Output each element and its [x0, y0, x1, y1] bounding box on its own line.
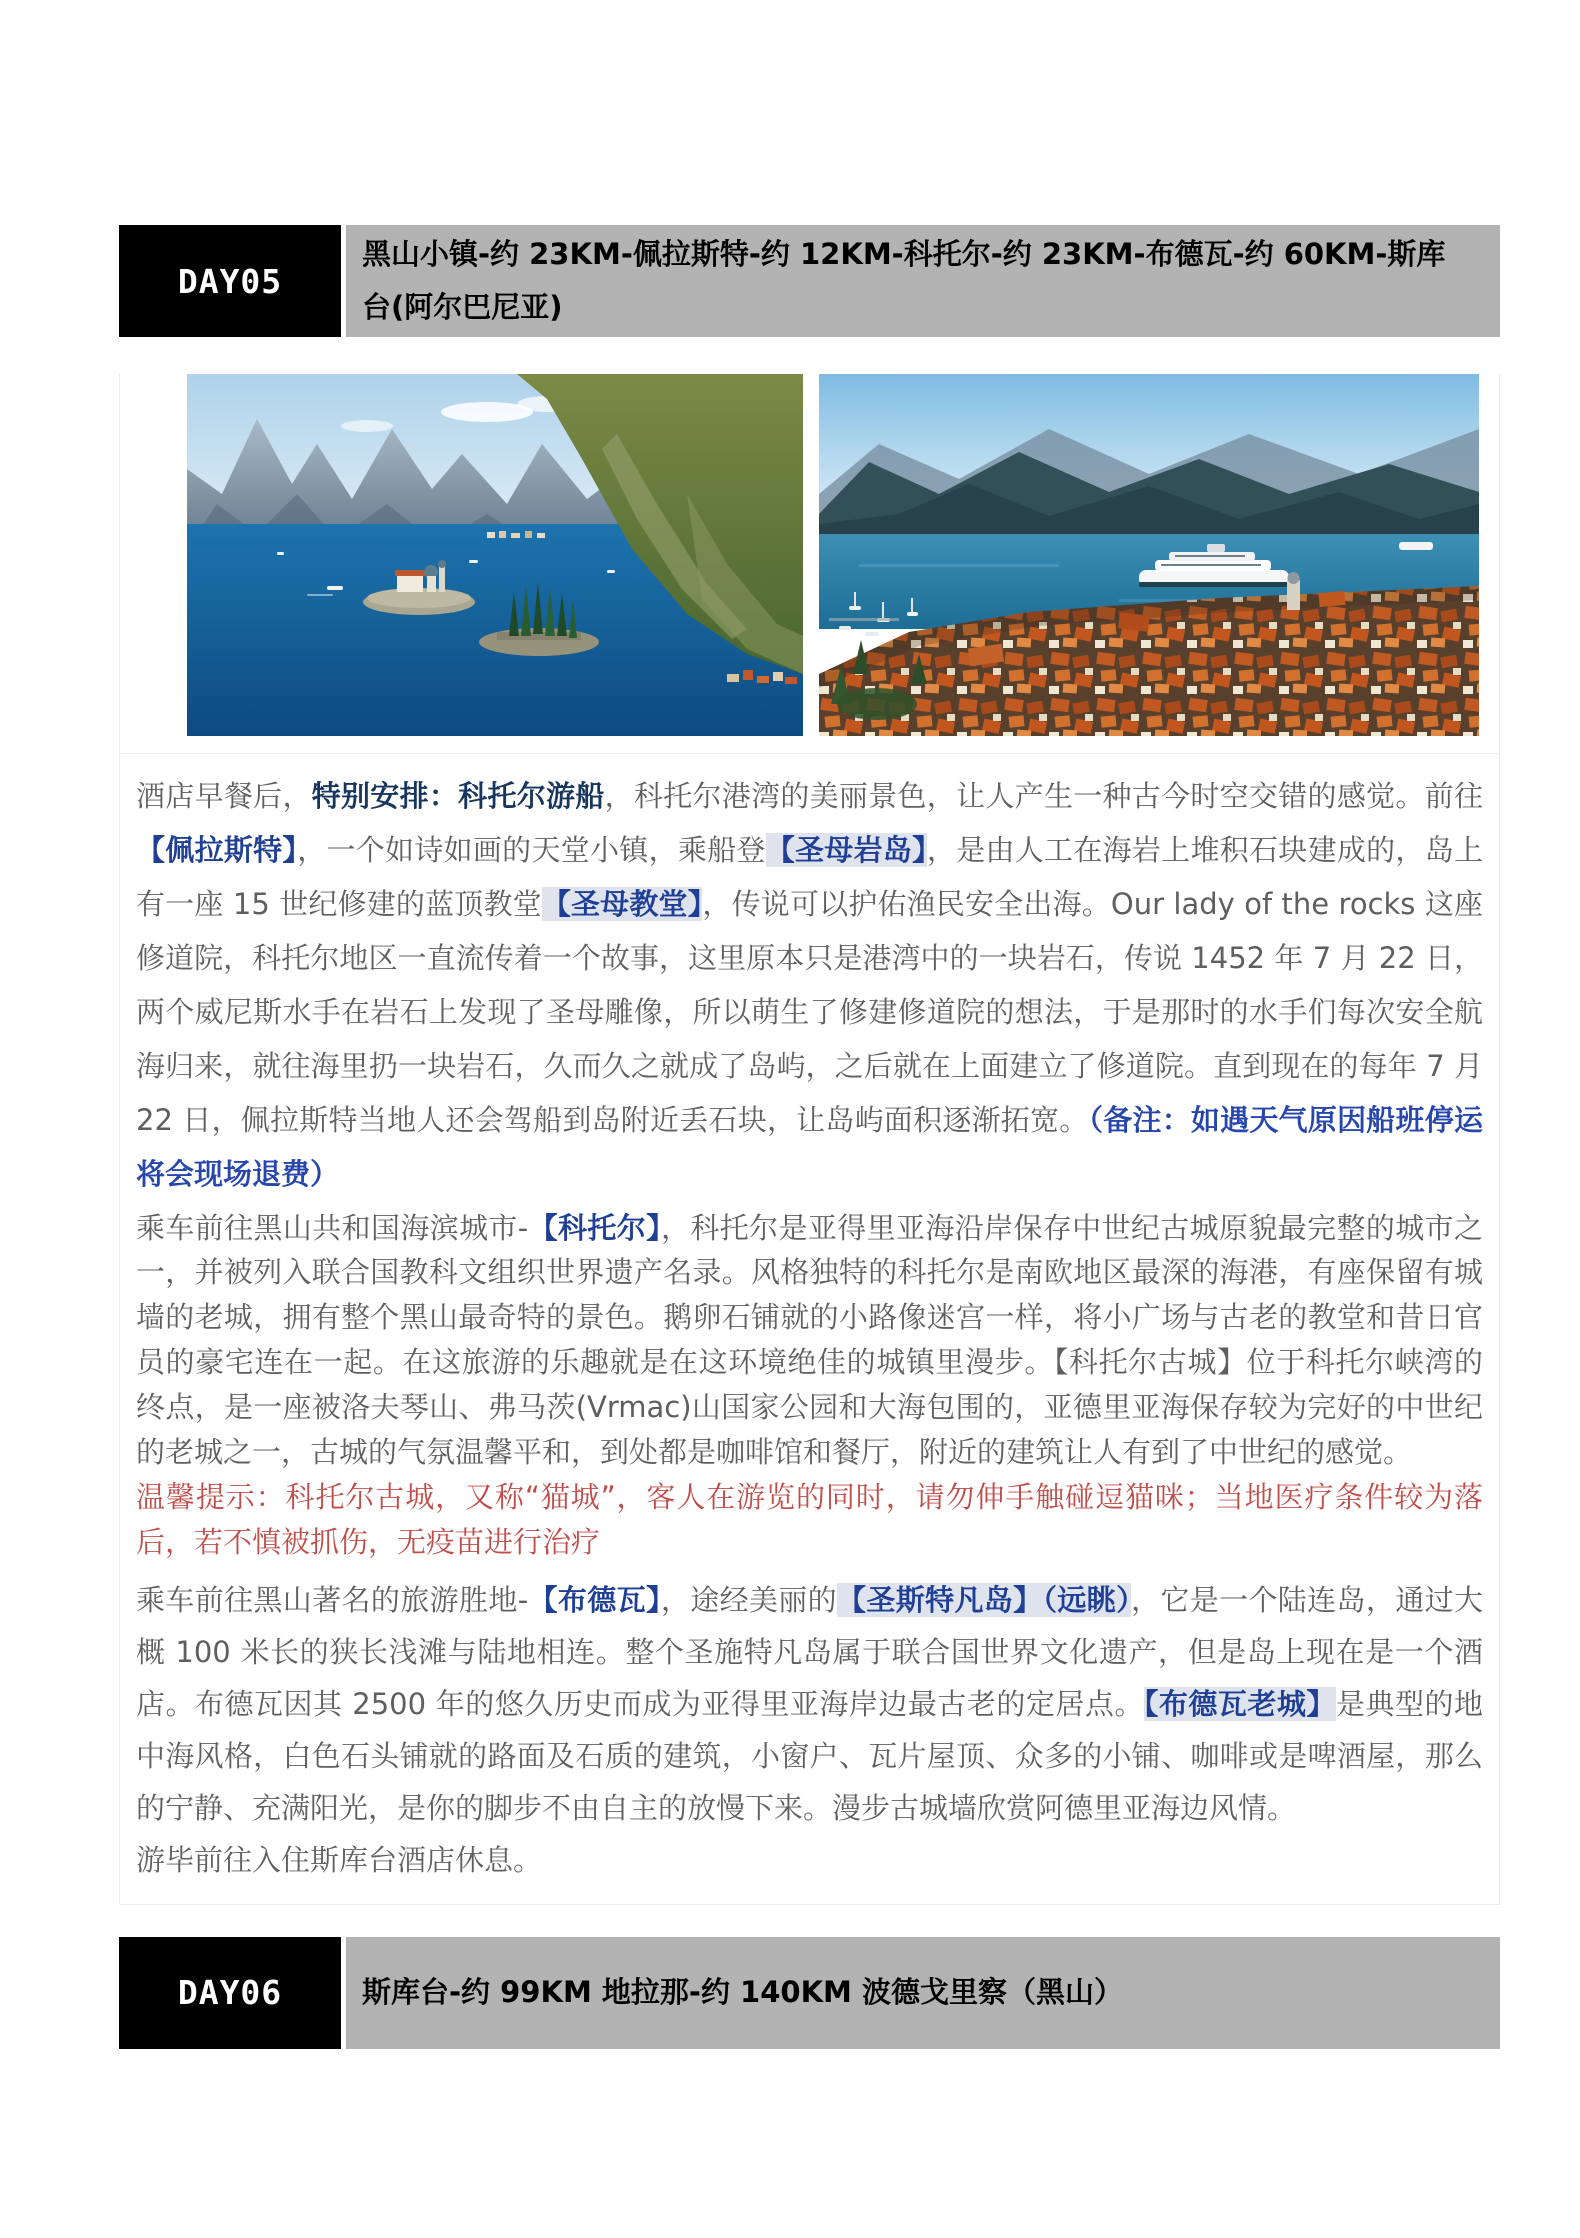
day06-header: [119, 1937, 1500, 2049]
day06-label: DAY06: [119, 1937, 341, 2049]
day06-route: [346, 1937, 1500, 2049]
day05-content-cell: [119, 374, 1500, 1905]
p1-intro: 酒店早餐后，: [136, 779, 312, 813]
day05-section: [119, 225, 1500, 1905]
p2-text: ，科托尔是亚得里亚海沿岸保存中世纪古城原貌最完整的城市之一，并被列入联合国教科文组织世界遗产名录。风格独特的科托尔是南欧地区最深的海港，有座保留有城墙的老城，拥有整个黑山最奇特的景色。鹅卵石铺就的小路像迷宫一样，将小广场与古老的教堂和昔日官员的豪宅连在一起。在这旅游的乐趣就是在这环境绝佳的城镇里漫步。【科托尔古城】位于科托尔峡湾的终点，是一座被洛夫琴山、弗马茨(Vrmac)山国家公园和大海包围的，亚德里亚海保存较为完好的中世纪的老城之一，古城的气氛温馨平和，到处都是咖啡馆和餐厅，附近的建筑让人有到了中世纪的感觉。: [136, 1210, 1483, 1470]
photo-row: [187, 374, 1499, 736]
day05-label: DAY05: [119, 225, 341, 337]
photo-perast-bay: [187, 374, 803, 736]
lady-of-rocks-island-name: 【圣母岩岛】: [765, 832, 927, 867]
p1-text-d: ，传说可以护佑渔民安全出海。Our lady of the rocks 这座修道院，科托尔地区一直流传着一个故事，这里原本只是港湾中的一块岩石，传说 1452 年 7 月 22 日，两个威尼斯水手在岩石上发现了圣母雕像，所以萌生了修建修道院的想法，于是那时的水手们每次安全航海归来，就往海里扔一块岩石，久而久之就成了岛屿，之后就在上面建立了修道院。直到现在的每年 7 月 22 日，佩拉斯特当地人还会驾船到岛附近丢石块，让岛屿面积逐渐拓宽。: [136, 886, 1483, 1137]
special-arrangement-text: 特别安排：科托尔游船: [311, 779, 605, 813]
perast-name: 【佩拉斯特】: [136, 832, 298, 867]
yacht: [1399, 542, 1433, 550]
kotor-cat-city-tip: 温馨提示：科托尔古城，又称“猫城”，客人在游览的同时，请勿伸手触碰逗猫咪；当地医疗条件较为落后，若不慎被抓伤，无疫苗进行治疗: [136, 1480, 1483, 1560]
hotel-note: 游毕前往入住斯库台酒店休息。: [136, 1842, 543, 1877]
p3-text-c: 是典型的地中海风格，白色石头铺就的路面及石质的建筑，小窗户、瓦片屋顶、众多的小铺、咖啡或是啤酒屋，那么的宁静、充满阳光，是你的脚步不由自主的放慢下来。漫步古城墙欣赏阿德里亚海边风情。: [136, 1686, 1483, 1825]
kotor-name: 【科托尔】: [528, 1210, 661, 1245]
sveti-stefan-name: 【圣斯特凡岛】（远眺）: [837, 1583, 1131, 1617]
p3-text-a: ，途经美丽的: [660, 1583, 838, 1617]
lady-of-rocks-church-name: 【圣母教堂】: [541, 886, 703, 921]
p3-text-b: ，它是一个陆连岛，通过大概 100 米长的狭长浅滩与陆地相连。整个圣施特凡岛属于联合国世界文化遗产，但是岛上现在是一个酒店。布德瓦因其 2500 年的悠久历史而成为亚得里亚海岸边最古老的定居点。: [136, 1583, 1483, 1721]
paragraph-kotor: [136, 1206, 1483, 1476]
day06-route-text: 斯库台-约 99KM 地拉那-约 140KM 波德戈里察（黑山）: [362, 1974, 1124, 2009]
day05-body: [120, 753, 1499, 1904]
itinerary-page: [119, 225, 1500, 2049]
p1-text-c: ，是由人工在海岩上堆积石块建成的，岛上有一座 15 世纪修建的蓝顶教堂: [136, 832, 1483, 921]
day05-header: [119, 225, 1500, 337]
p2-intro: 乘车前往黑山共和国海滨城市-: [136, 1210, 529, 1245]
refund-note: （备注：如遇天气原因船班停运将会现场退费）: [136, 1102, 1483, 1191]
day06-section: [119, 1937, 1500, 2049]
paragraph-budva: [136, 1575, 1483, 1835]
p3-intro: 乘车前往黑山著名的旅游胜地-: [136, 1583, 529, 1617]
p1-text-b: ，一个如诗如画的天堂小镇，乘船登: [297, 832, 766, 867]
day05-route: [346, 225, 1500, 337]
budva-name: 【布德瓦】: [528, 1583, 661, 1617]
budva-old-town-name: 【布德瓦老城】: [1143, 1686, 1336, 1721]
photo-kotor-town: [819, 374, 1479, 736]
paragraph-boat-tour: [136, 770, 1483, 1202]
p1-text-a: ，科托尔港湾的美丽景色，让人产生一种古今时空交错的感觉。前往: [604, 779, 1483, 813]
day05-route-text: 黑山小镇-约 23KM-佩拉斯特-约 12KM-科托尔-约 23KM-布德瓦-约 60KM-斯库台(阿尔巴尼亚): [362, 236, 1446, 324]
